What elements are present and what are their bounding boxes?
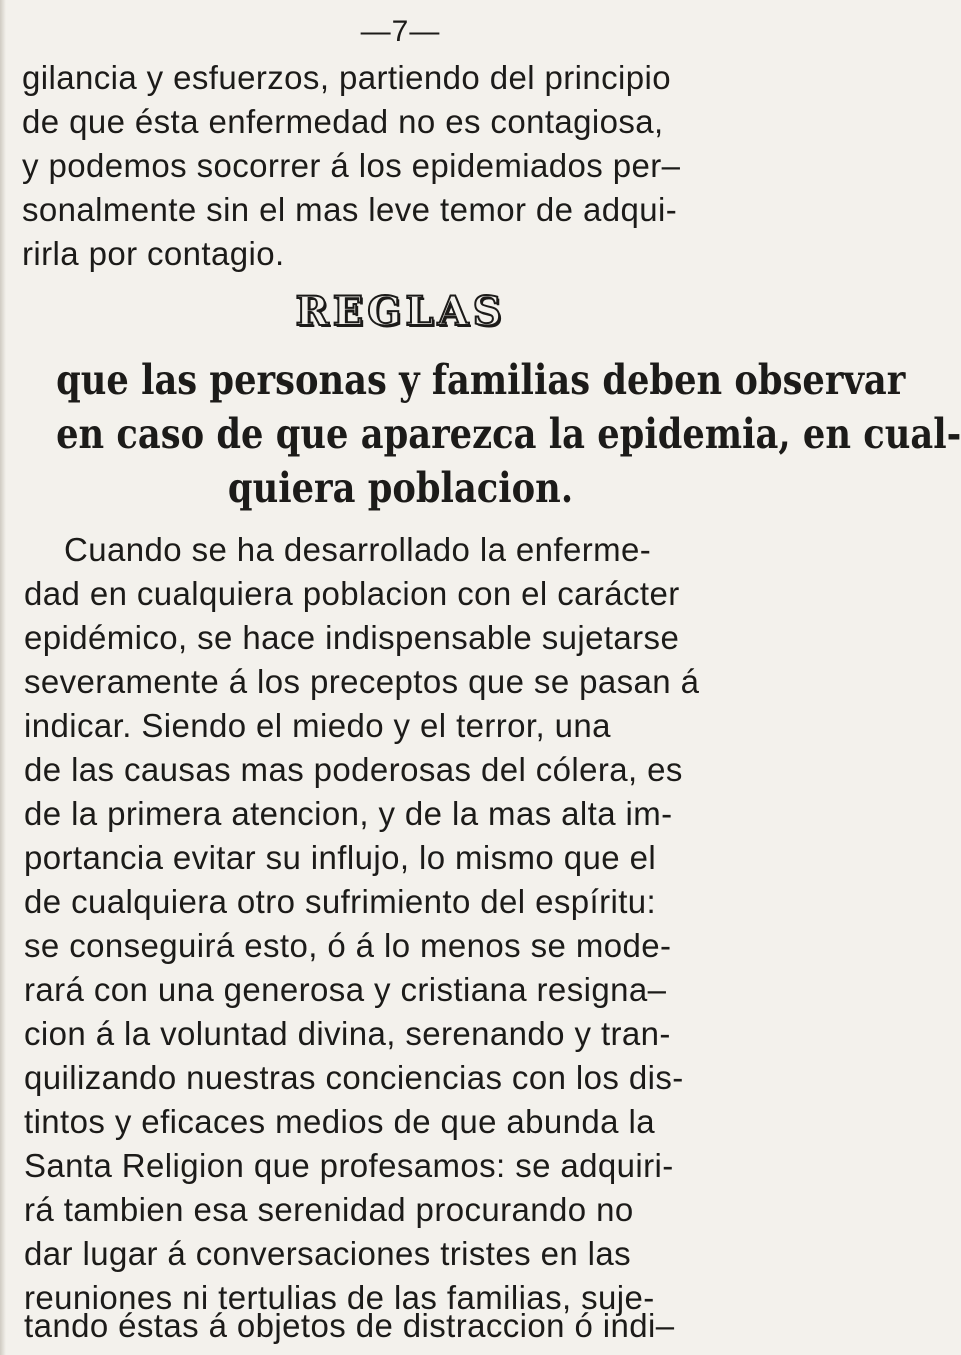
text-line: Santa Religion que profesamos: se adquiri-: [24, 1147, 674, 1184]
text-line: epidémico, se hace indispensable sujetarse: [24, 619, 680, 656]
text-line: tintos y eficaces medios de que abunda la: [24, 1103, 655, 1140]
text-line: de la primera atencion, y de la mas alta im-: [24, 795, 673, 832]
text-line: portancia evitar su influjo, lo mismo que el: [24, 839, 657, 876]
text-line: indicar. Siendo el miedo y el terror, una: [24, 707, 611, 744]
subtitle-line: en caso de que aparezca la epidemia, en cual-: [56, 410, 961, 458]
binding-edge: [0, 0, 6, 1355]
section-heading: REGLAS: [295, 288, 506, 335]
text-line: rirla por contagio.: [22, 235, 285, 272]
subtitle-line: que las personas y familias deben observar: [56, 356, 906, 404]
text-line: tando éstas á objetos de distraccion ó indi–: [24, 1307, 675, 1344]
page-number: —7—: [360, 15, 441, 48]
text-line: quilizando nuestras conciencias con los dis-: [24, 1059, 684, 1096]
text-line: dar lugar á conversaciones tristes en las: [24, 1235, 632, 1272]
text-line: gilancia y esfuerzos, partiendo del principio: [22, 59, 672, 96]
text-line: de que ésta enfermedad no es contagiosa,: [22, 103, 664, 140]
text-line: cion á la voluntad divina, serenando y tran-: [24, 1015, 671, 1052]
subtitle-line: quiera poblacion.: [227, 464, 574, 512]
text-line: de cualquiera otro sufrimiento del espíritu:: [24, 883, 657, 920]
text-line: sonalmente sin el mas leve temor de adqui-: [22, 191, 678, 228]
text-line: se conseguirá esto, ó á lo menos se mode-: [24, 927, 672, 964]
text-line: rá tambien esa serenidad procurando no: [24, 1191, 634, 1228]
text-line: reuniones ni tertulias de las familias, suje-: [24, 1279, 655, 1316]
text-line: dad en cualquiera poblacion con el carácter: [24, 575, 680, 612]
text-line: severamente á los preceptos que se pasan á: [24, 663, 700, 700]
text-line: de las causas mas poderosas del cólera, es: [24, 751, 683, 788]
text-line: y podemos socorrer á los epidemiados per–: [22, 147, 681, 184]
text-line: Cuando se ha desarrollado la enferme-: [64, 531, 652, 568]
text-line: rará con una generosa y cristiana resigna–: [24, 971, 667, 1008]
